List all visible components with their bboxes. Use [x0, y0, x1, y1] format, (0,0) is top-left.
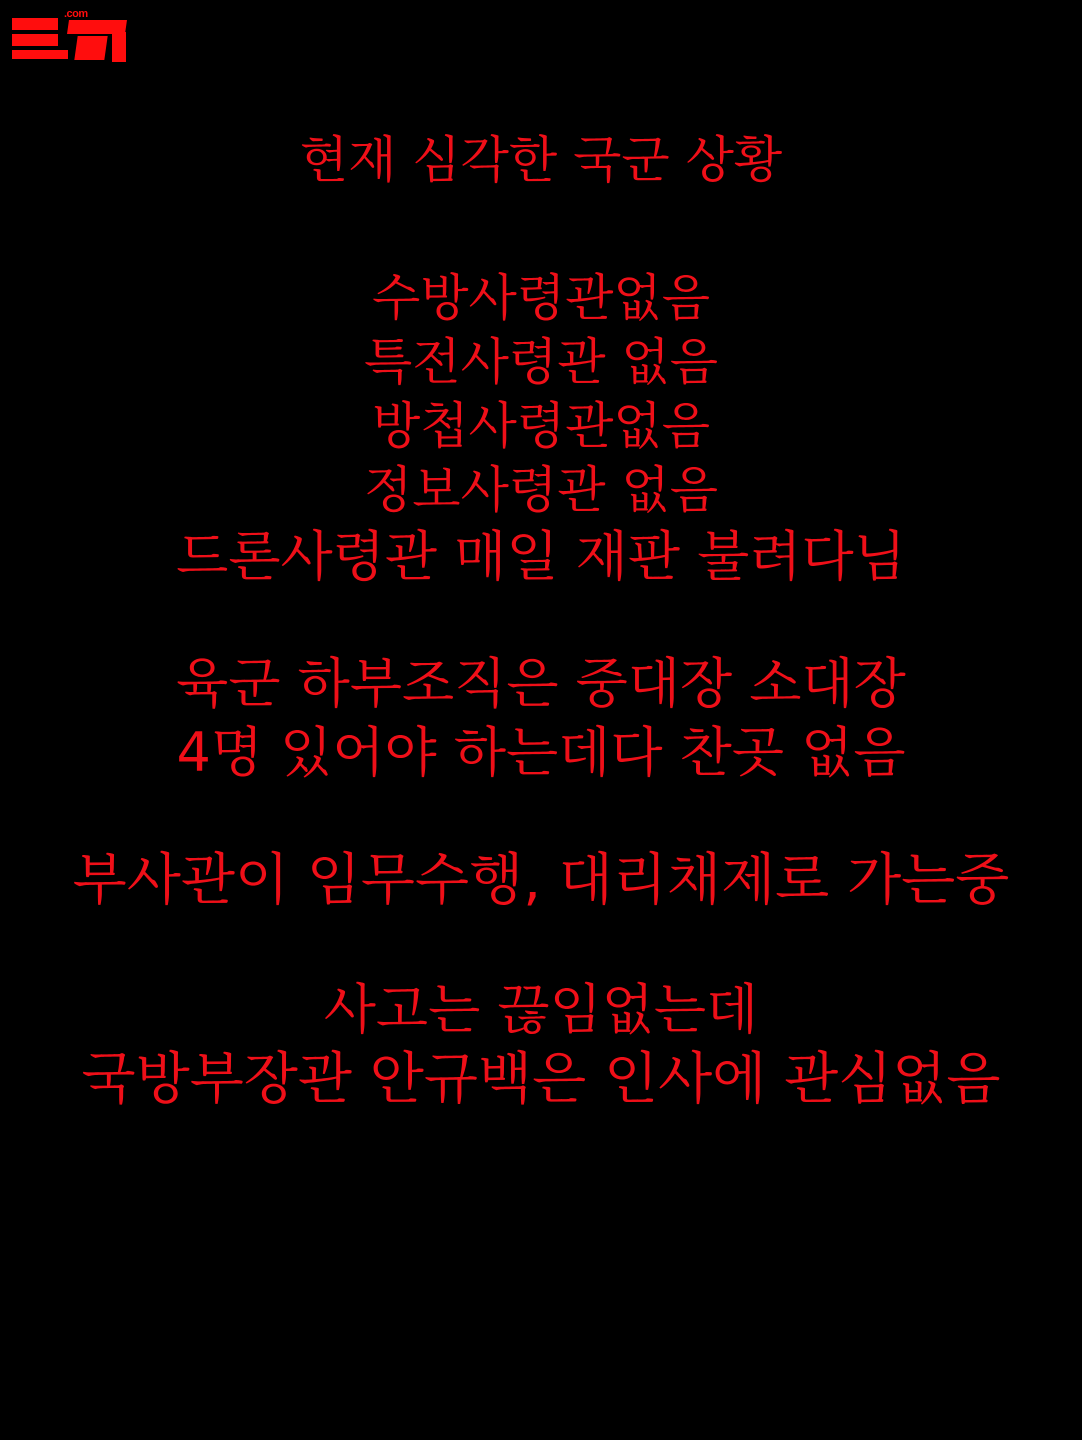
poster-line: 국방부장관 안규백은 인사에 관심없음	[81, 1047, 1001, 1113]
poster-group-ncos	[20, 845, 1062, 917]
spacer-2	[20, 591, 1062, 649]
poster-line: 4명 있어야 하는데다 찬곳 없음	[176, 721, 906, 785]
poster-group-army-units	[20, 649, 1062, 787]
poster-line: 육군 하부조직은 중대장 소대장	[176, 652, 906, 716]
poster-line: 정보사령관 없음	[364, 461, 718, 519]
poster-line: 드론사령관 매일 재판 불려다님	[176, 525, 906, 588]
poster-line: 특전사령관 없음	[364, 333, 718, 391]
poster-group-accidents	[20, 975, 1062, 1116]
spacer-3	[20, 787, 1062, 845]
poster-title: 현재 심각한 국군 상황	[299, 131, 783, 189]
poster-line: 부사관이 임무수행, 대리채제로 가는중	[72, 848, 1010, 914]
poster-line: 사고는 끊임없는데	[323, 978, 759, 1041]
spacer-4	[20, 917, 1062, 975]
logo-domain-suffix: .com	[64, 8, 88, 20]
poster-line: 수방사령관없음	[371, 269, 711, 327]
poster-group-vacancies	[20, 266, 1062, 591]
spacer-1	[20, 192, 1062, 266]
poster-line: 방첩사령관없음	[371, 397, 711, 455]
